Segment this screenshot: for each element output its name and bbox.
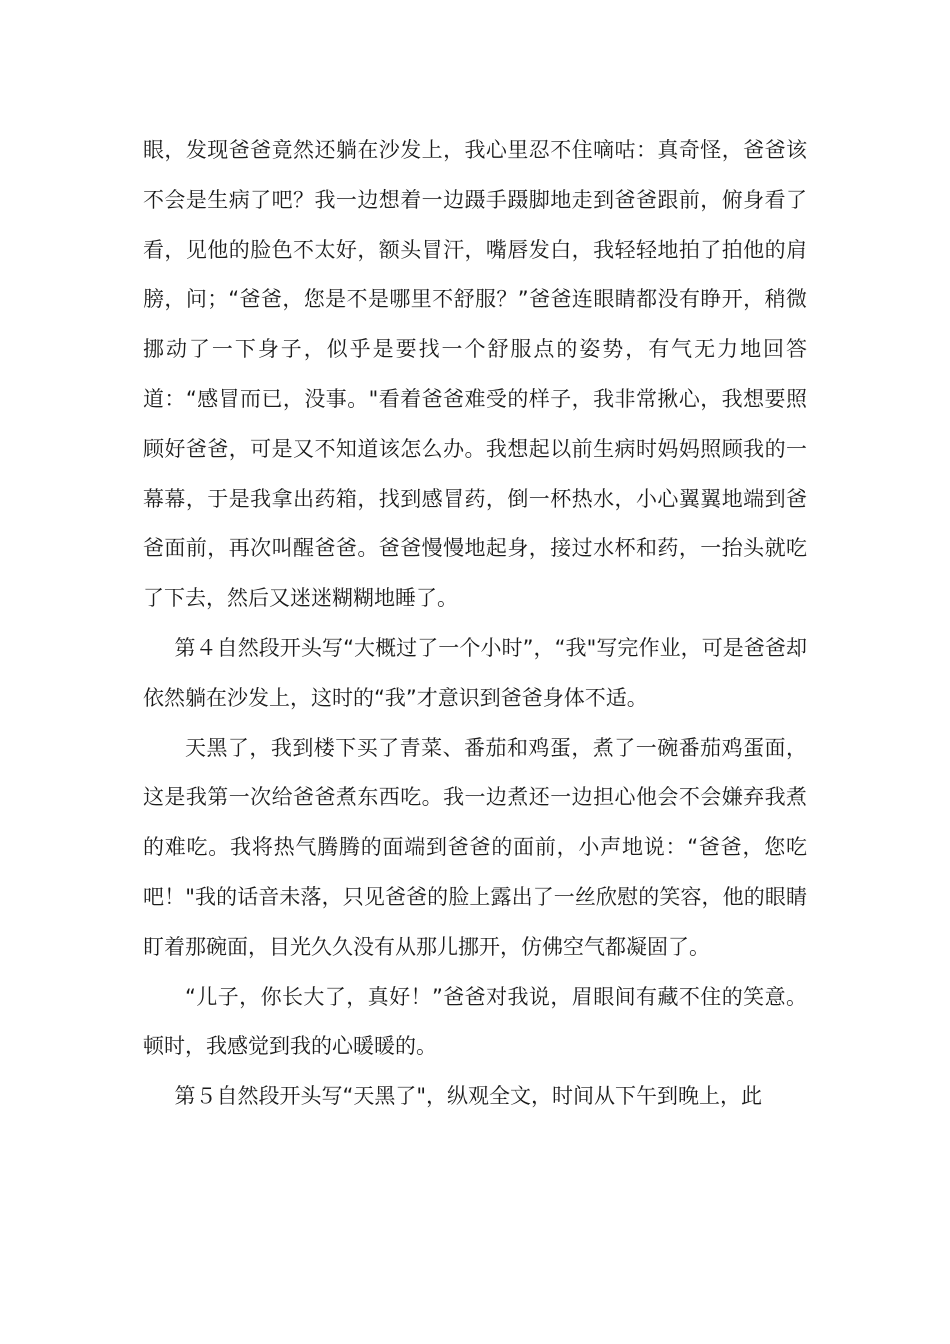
- paragraph-analysis-5: 第５自然段开头写“天黑了"，纵观全文，时间从下午到晚上，此: [174, 1084, 763, 1109]
- paragraph-story-night: 天黑了，我到楼下买了青菜、番茄和鸡蛋，煮了一碗番茄鸡蛋面，这是我第一次给爸爸煮东西吃。我一边煮还一边担心他会不会嫌弃我煮的难吃。我将热气腾腾的面端到爸爸的面前，小声地说：“爸爸，您吃吧！"我的话音未落，只见爸爸的脸上露出了一丝欣慰的笑容，他的眼睛盯着那碗面，目光久久没有从那儿挪开，仿佛空气都凝固了。: [143, 735, 807, 959]
- paragraph-story-son: “儿子，你长大了，真好！”爸爸对我说，眉眼间有藏不住的笑意。顿时，我感觉到我的心暖暖的。: [143, 984, 807, 1059]
- document-body: [143, 126, 807, 1122]
- paragraph-analysis-4: 第４自然段开头写“大概过了一个小时”，“我"写完作业，可是爸爸却依然躺在沙发上，这时的“我”才意识到爸爸身体不适。: [143, 635, 807, 710]
- paragraph-continued: 眼，发现爸爸竟然还躺在沙发上，我心里忍不住嘀咕：真奇怪，爸爸该不会是生病了吧？我一边想着一边蹑手蹑脚地走到爸爸跟前，俯身看了看，见他的脸色不太好，额头冒汗，嘴唇发白，我轻轻地拍了拍他的肩膀，问；“爸爸，您是不是哪里不舒服？”爸爸连眼睛都没有睁开，稍微挪动了一下身子，似乎是要找一个舒服点的姿势，有气无力地回答道：“感冒而已，没事。"看着爸爸难受的样子，我非常揪心，我想要照顾好爸爸，可是又不知道该怎么办。我想起以前生病时妈妈照顾我的一幕幕，于是我拿出药箱，找到感冒药，倒一杯热水，小心翼翼地端到爸爸面前，再次叫醒爸爸。爸爸慢慢地起身，接过水杯和药，一抬头就吃了下去，然后又迷迷糊糊地睡了。: [143, 138, 807, 611]
